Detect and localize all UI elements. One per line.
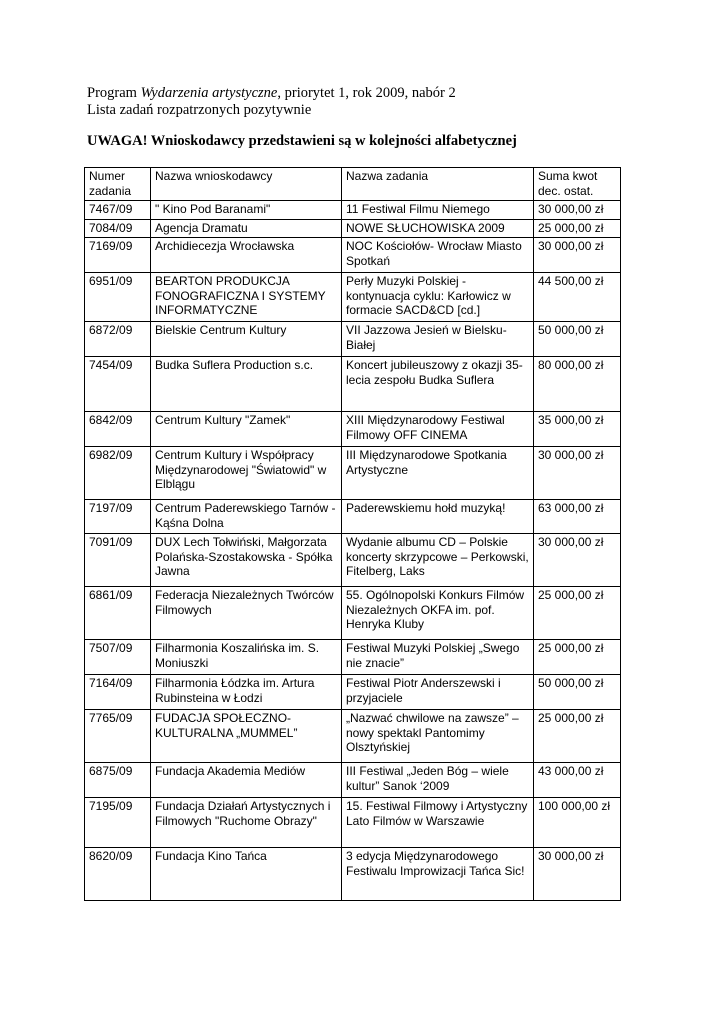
cell-number: 7164/09 xyxy=(85,675,151,710)
header-number-line1: Numer xyxy=(89,169,126,183)
cell-number: 7507/09 xyxy=(85,640,151,675)
table-row xyxy=(85,219,621,238)
cell-amount: 25 000,00 zł xyxy=(534,640,621,675)
cell-number: 6861/09 xyxy=(85,587,151,640)
header-task: Nazwa zadania xyxy=(342,168,534,201)
cell-number: 6872/09 xyxy=(85,322,151,357)
cell-amount: 63 000,00 zł xyxy=(534,500,621,534)
alphabetical-notice: UWAGA! Wnioskodawcy przedstawieni są w kolejności alfabetycznej xyxy=(87,133,517,149)
cell-number: 7091/09 xyxy=(85,534,151,587)
program-prefix: Program xyxy=(87,85,141,101)
table-row xyxy=(85,500,621,534)
table-row xyxy=(85,763,621,798)
program-title: Wydarzenia artystyczne xyxy=(140,85,278,101)
cell-applicant: " Kino Pod Baranami" xyxy=(151,201,342,220)
cell-applicant: Fundacja Działań Artystycznych i Filmowych "Ruchome Obrazy" xyxy=(151,798,342,848)
cell-applicant: Federacja Niezależnych Twórców Filmowych xyxy=(151,587,342,640)
cell-amount: 35 000,00 zł xyxy=(534,412,621,447)
cell-applicant: Archidiecezja Wrocławska xyxy=(151,238,342,273)
table-row xyxy=(85,534,621,587)
cell-number: 7197/09 xyxy=(85,500,151,534)
cell-amount: 30 000,00 zł xyxy=(534,447,621,500)
table-row xyxy=(85,640,621,675)
cell-applicant: Fundacja Akademia Mediów xyxy=(151,763,342,798)
table-row xyxy=(85,447,621,500)
cell-task: 3 edycja Międzynarodowego Festiwalu Improwizacji Tańca Sic! xyxy=(342,848,534,901)
cell-task: XIII Międzynarodowy Festiwal Filmowy OFF CINEMA xyxy=(342,412,534,447)
list-title: Lista zadań rozpatrzonych pozytywnie xyxy=(87,102,312,118)
cell-task: 11 Festiwal Filmu Niemego xyxy=(342,201,534,220)
cell-applicant: BEARTON PRODUKCJA FONOGRAFICZNA I SYSTEMY INFORMATYCZNE xyxy=(151,273,342,322)
cell-task: III Festiwal „Jeden Bóg – wiele kultur” Sanok ‘2009 xyxy=(342,763,534,798)
header-amount-line1: Suma kwot xyxy=(538,169,598,183)
cell-amount: 25 000,00 zł xyxy=(534,710,621,763)
cell-applicant: Centrum Kultury i Współpracy Międzynarodowej "Światowid" w Elblągu xyxy=(151,447,342,500)
cell-number: 7765/09 xyxy=(85,710,151,763)
table-row xyxy=(85,798,621,848)
cell-applicant: Centrum Paderewskiego Tarnów - Kąśna Dolna xyxy=(151,500,342,534)
cell-task: Festiwal Muzyki Polskiej „Swego nie znacie” xyxy=(342,640,534,675)
cell-amount: 25 000,00 zł xyxy=(534,587,621,640)
table-header-row xyxy=(85,168,621,201)
cell-number: 8620/09 xyxy=(85,848,151,901)
cell-number: 7467/09 xyxy=(85,201,151,220)
cell-task: 55. Ogólnopolski Konkurs Filmów Niezależnych OKFA im. pof. Henryka Kluby xyxy=(342,587,534,640)
cell-amount: 30 000,00 zł xyxy=(534,534,621,587)
cell-number: 7454/09 xyxy=(85,357,151,412)
cell-applicant: Bielskie Centrum Kultury xyxy=(151,322,342,357)
header-applicant: Nazwa wnioskodawcy xyxy=(151,168,342,201)
cell-amount: 100 000,00 zł xyxy=(534,798,621,848)
cell-task: NOC Kościołów- Wrocław Miasto Spotkań xyxy=(342,238,534,273)
cell-task: III Międzynarodowe Spotkania Artystyczne xyxy=(342,447,534,500)
header-amount-line2: dec. ostat. xyxy=(538,183,594,198)
cell-task: 15. Festiwal Filmowy i Artystyczny Lato Filmów w Warszawie xyxy=(342,798,534,848)
table-row xyxy=(85,848,621,901)
header-number xyxy=(85,168,151,201)
table-row xyxy=(85,238,621,273)
cell-applicant: Filharmonia Łódzka im. Artura Rubinsteina w Łodzi xyxy=(151,675,342,710)
table-row xyxy=(85,587,621,640)
program-suffix: , priorytet 1, rok 2009, nabór 2 xyxy=(277,85,456,101)
cell-number: 6982/09 xyxy=(85,447,151,500)
cell-applicant: Centrum Kultury "Zamek" xyxy=(151,412,342,447)
cell-applicant: DUX Lech Tołwiński, Małgorzata Polańska-Szostakowska - Spółka Jawna xyxy=(151,534,342,587)
cell-applicant: Filharmonia Koszalińska im. S. Moniuszki xyxy=(151,640,342,675)
cell-number: 7195/09 xyxy=(85,798,151,848)
cell-amount: 30 000,00 zł xyxy=(534,201,621,220)
table-row xyxy=(85,710,621,763)
program-line xyxy=(87,85,647,102)
cell-task: NOWE SŁUCHOWISKA 2009 xyxy=(342,219,534,238)
table-row xyxy=(85,322,621,357)
cell-task: VII Jazzowa Jesień w Bielsku-Białej xyxy=(342,322,534,357)
cell-number: 7169/09 xyxy=(85,238,151,273)
cell-task: „Nazwać chwilowe na zawsze” – nowy spektakl Pantomimy Olsztyńskiej xyxy=(342,710,534,763)
cell-task: Paderewskiemu hołd muzyką! xyxy=(342,500,534,534)
cell-task: Perły Muzyki Polskiej - kontynuacja cyklu: Karłowicz w formacie SACD&CD [cd.] xyxy=(342,273,534,322)
header-amount xyxy=(534,168,621,201)
cell-amount: 25 000,00 zł xyxy=(534,219,621,238)
cell-applicant: FUDACJA SPOŁECZNO-KULTURALNA „MUMMEL” xyxy=(151,710,342,763)
cell-task: Koncert jubileuszowy z okazji 35-lecia zespołu Budka Suflera xyxy=(342,357,534,412)
cell-applicant: Fundacja Kino Tańca xyxy=(151,848,342,901)
table-row xyxy=(85,357,621,412)
cell-amount: 80 000,00 zł xyxy=(534,357,621,412)
table-row xyxy=(85,201,621,220)
cell-amount: 30 000,00 zł xyxy=(534,848,621,901)
cell-amount: 50 000,00 zł xyxy=(534,675,621,710)
task-table xyxy=(84,167,621,901)
cell-amount: 43 000,00 zł xyxy=(534,763,621,798)
cell-applicant: Agencja Dramatu xyxy=(151,219,342,238)
cell-amount: 44 500,00 zł xyxy=(534,273,621,322)
table-row xyxy=(85,273,621,322)
cell-number: 6951/09 xyxy=(85,273,151,322)
cell-amount: 30 000,00 zł xyxy=(534,238,621,273)
cell-number: 6842/09 xyxy=(85,412,151,447)
cell-applicant: Budka Suflera Production s.c. xyxy=(151,357,342,412)
header-number-line2: zadania xyxy=(89,183,132,198)
document-header xyxy=(87,85,647,119)
cell-number: 7084/09 xyxy=(85,219,151,238)
table-row xyxy=(85,675,621,710)
cell-task: Wydanie albumu CD – Polskie koncerty skrzypcowe – Perkowski, Fitelberg, Laks xyxy=(342,534,534,587)
cell-amount: 50 000,00 zł xyxy=(534,322,621,357)
cell-task: Festiwal Piotr Anderszewski i przyjaciele xyxy=(342,675,534,710)
cell-number: 6875/09 xyxy=(85,763,151,798)
table-row xyxy=(85,412,621,447)
